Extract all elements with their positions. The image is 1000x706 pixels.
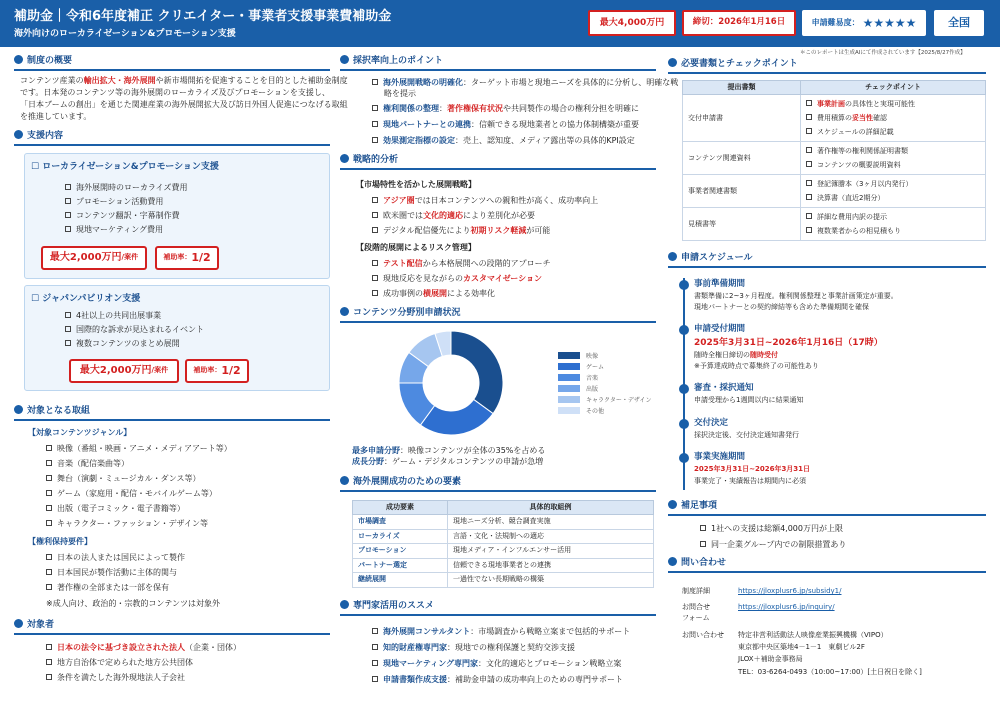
list-item: 著作権の全部または一部を保有: [46, 583, 169, 594]
list-item: 日本の法令に基づき設立された法人（企業・団体）: [46, 643, 241, 654]
docs-table: [682, 80, 986, 241]
list-item-cont: 略を提示: [384, 89, 416, 98]
factors-heading: 海外展開成功のための要素: [340, 476, 656, 492]
legend-label: 音楽: [586, 375, 599, 382]
list-item: 欧米圏では文化的適応により差別化が必要: [372, 211, 535, 222]
legend-swatch: [558, 352, 580, 359]
table-row: パートナー選定 信頼できる現地事業者との連携: [353, 558, 654, 572]
org-line: 東京都中央区築地4－1－1 東劇ビル2F: [738, 643, 865, 651]
form-link[interactable]: https://jloxplusr6.jp/inquiry/: [738, 603, 835, 611]
japan-pavilion-title: ☐ ジャパンパビリオン支援: [31, 294, 141, 304]
list-item: 成功事例の横展開による効率化: [372, 289, 495, 300]
plus-icon: [668, 500, 677, 509]
list-item: 知的財産権専門家：現地での権利保護と契約交渉支援: [372, 643, 575, 654]
pie-slice-0: [451, 331, 503, 414]
list-item: 権利関係の整理：著作権保有状況や共同製作の場合の権利分担を明確に: [372, 104, 639, 115]
deadline-badge: 締切：2026年1月16日: [682, 10, 796, 36]
step-text: 書類準備に2~3ヶ月程度。権利関係整理と事業計画策定が重要。: [694, 292, 898, 300]
legend-item: [558, 374, 598, 383]
phone-icon: [668, 557, 677, 566]
list-item: 出版（電子コミック・電子書籍等）: [46, 504, 185, 515]
step-text: 随時全権日締切の随時受付: [694, 351, 778, 359]
legend-label: ゲーム: [586, 364, 605, 371]
list-item: 複数コンテンツのまとめ展開: [65, 339, 180, 350]
page-title: 補助金｜令和6年度補正 クリエイター・事業者支援事業費補助金: [14, 9, 392, 24]
table-row: 事業者関連書類 登記簿謄本（3ヶ月以内発行） 決算書（直近2期分）: [683, 175, 986, 208]
factors-table: [352, 500, 654, 588]
difficulty-label: 申請難易度：: [811, 17, 860, 27]
table-row: 見積書等 詳細な費用内訳の提示 複数業者からの相見積もり: [683, 208, 986, 241]
step-period: 2025年3月31日~2026年1月16日（17時）: [694, 338, 883, 348]
rate-badge: 補助率： 1/2: [155, 246, 219, 270]
list-item: 海外展開コンサルタント：市場調査から戦略立案まで包括的サポート: [372, 627, 630, 638]
step-text: 申請受理から1週間以内に結果通知: [694, 396, 804, 404]
scope-badge: 全国: [934, 10, 984, 36]
legend-label: 映像: [586, 353, 599, 360]
difficulty-badge: [802, 10, 926, 36]
table-row: 市場調査 現地ニーズ分析、競合調査実施: [353, 515, 654, 529]
experts-heading: 専門家活用のススメ: [340, 600, 656, 616]
rate-badge: 補助率： 1/2: [185, 359, 249, 383]
targets-heading: 対象となる取組: [14, 405, 330, 421]
chart-icon: [340, 154, 349, 163]
strategy-sub-1: 【市場特性を活かした展開戦略】: [356, 180, 476, 189]
list-item: 同一企業グループ内での制限措置あり: [700, 540, 846, 551]
org-line: 特定非営利活動法人映像産業振興機構（VIPO）: [738, 631, 888, 639]
schedule-heading: 申請スケジュール: [668, 252, 986, 268]
rights-heading: 【権利保持要件】: [28, 537, 92, 546]
org-line: TEL：03-6264-0493（10:00~17:00）[土日祝日を除く]: [738, 668, 922, 676]
list-item: 現地反応を見ながらのカスタマイゼーション: [372, 274, 542, 285]
timeline-dot: [679, 280, 689, 290]
table-row: 交付申請書 事業計画の具体性と実現可能性 費用積算の妥当性確認 スケジュールの詳細記載: [683, 95, 986, 142]
step-text: 現地パートナーとの契約締結等も含めた準備期間を確保: [694, 303, 869, 311]
page-subtitle: 海外向けのローカライゼーション&プロモーション支援: [14, 29, 236, 39]
timeline-dot: [679, 384, 689, 394]
genre-heading: 【対象コンテンツジャンル】: [28, 428, 132, 437]
legend-item: [558, 407, 604, 416]
japan-pavilion-box: [24, 285, 330, 391]
legend-swatch: [558, 385, 580, 392]
pencil-icon: [340, 55, 349, 64]
step-title: 申請受付期間: [694, 324, 746, 334]
legend-label: その他: [586, 408, 605, 415]
detail-label: 制度詳細: [682, 587, 710, 595]
legend-swatch: [558, 396, 580, 403]
docs-heading: 必要書類とチェックポイント: [668, 58, 986, 74]
list-item: 国際的な訴求が見込まれるイベント: [65, 325, 204, 336]
handshake-icon: [14, 130, 23, 139]
list-item: 日本国民が製作活動に主体的関与: [46, 568, 177, 579]
step-title: 事業実施期間: [694, 452, 746, 462]
chart-summary-1: 最多申請分野：映像コンテンツが全体の35%を占める: [352, 446, 546, 455]
table-header-row: 提出書類 チェックポイント: [683, 81, 986, 95]
list-item: プロモーション活動費用: [65, 197, 163, 208]
org-label: お問い合わせ: [682, 631, 724, 639]
list-item: 条件を満たした海外現地法人子会社: [46, 673, 185, 684]
list-item: テスト配信から本格展開への段階的アプローチ: [372, 259, 551, 270]
legend-label: 出版: [586, 386, 599, 393]
list-item: 海外展開戦略の明確化：ターゲット市場と現地ニーズを具体的に分析し、明確な戦: [372, 78, 678, 89]
list-item: 1社への支援は総額4,000万円が上限: [700, 524, 843, 535]
list-item: 映像（番組・映画・アニメ・メディアアート等）: [46, 444, 232, 455]
eligible-heading: 対象者: [14, 619, 330, 635]
globe-icon: [340, 476, 349, 485]
legend-item: [558, 363, 604, 372]
overview-line-3: 「日本ブームの創出」を通じた関連産業の海外展開拡大及び訪日外国人促進につなげる取組: [20, 100, 348, 109]
list-item: ゲーム（家庭用・配信・モバイルゲーム等）: [46, 489, 217, 500]
list-item: 申請書類作成支援：補助金申請の成功率向上のための専門サポート: [372, 675, 623, 686]
chart-heading: コンテンツ分野別申請状況: [340, 307, 656, 323]
timeline-dot: [679, 419, 689, 429]
extra-heading: 補足事項: [668, 500, 986, 516]
overview-heading: 制度の概要: [14, 55, 330, 71]
expert-icon: [340, 600, 349, 609]
amount-badge: 最大2,000万円 /案件: [41, 246, 147, 270]
star-icon: ★★★★★: [862, 15, 917, 30]
list-item: コンテンツ翻訳・字幕制作費: [65, 211, 180, 222]
target-icon: [14, 405, 23, 414]
list-item: 4社以上の共同出展事業: [65, 311, 161, 322]
list-item: 海外展開時のローカライズ費用: [65, 183, 188, 194]
chart-summary-2: 成長分野：ゲーム・デジタルコンテンツの申請が急増: [352, 457, 544, 466]
list-item: 地方自治体で定められた地方公共団体: [46, 658, 193, 669]
list-item: デジタル配信優先により初期リスク軽減が可能: [372, 226, 550, 237]
table-row: 継続展開 一過性でない長期戦略の構築: [353, 573, 654, 587]
step-text: 採択決定後、交付決定通知書発行: [694, 431, 799, 439]
legend-item: [558, 352, 598, 361]
timeline-dot: [679, 453, 689, 463]
table-row: ローカライズ 言語・文化・法規制への適応: [353, 529, 654, 543]
step-title: 事前準備期間: [694, 279, 746, 289]
legend-swatch: [558, 374, 580, 381]
form-label: お問合せ: [682, 603, 710, 611]
document-icon: [668, 58, 677, 67]
donut-chart: [396, 328, 506, 438]
calendar-icon: [668, 252, 677, 261]
overview-line-2: です。日本発のコンテンツ等の海外展開のローカライズ及びプロモーションを支援し、: [20, 88, 330, 97]
step-text: 事業完了・実績報告は期間内に必須: [694, 477, 806, 485]
list-item: 音楽（配信楽曲等）: [46, 459, 129, 470]
legend-swatch: [558, 363, 580, 370]
overview-line-1: コンテンツ産業の輸出拡大・海外展開や新市場開拓を促進することを目的とした補助金制度: [20, 76, 348, 85]
legend-item: [558, 385, 598, 394]
table-header-row: 成功要素 具体的取組例: [353, 501, 654, 515]
contact-heading: 問い合わせ: [668, 557, 986, 573]
info-icon: [14, 55, 23, 64]
strategy-heading: 戦略的分析: [340, 154, 656, 170]
overview-line-4: を推進しています。: [20, 112, 92, 121]
list-item: 現地マーケティング費用: [65, 225, 163, 236]
legend-swatch: [558, 407, 580, 414]
rights-note: ※成人向け、政治的・宗教的コンテンツは対象外: [46, 599, 220, 608]
step-title: 審査・採択通知: [694, 383, 754, 393]
list-item: 現地マーケティング専門家：文化的適応とプロモーション戦略立案: [372, 659, 621, 670]
org-line: JLOX＋補助金事務局: [738, 655, 803, 663]
list-item: 効果測定指標の設定：売上、認知度、メディア露出等の具体的KPI設定: [372, 136, 635, 147]
max-amount-badge: 最大4,000万円: [588, 10, 676, 36]
people-icon: [14, 619, 23, 628]
ai-note: ＊このレポートは生成AIにて作成されています【2025/8/27作成】: [800, 50, 966, 56]
list-item: アジア圏では日本コンテンツへの親和性が高く、成功率向上: [372, 196, 598, 207]
table-row: コンテンツ関連資料 著作権等の権利関係証明書類 コンテンツの概要説明資料: [683, 142, 986, 175]
step-period: 2025年3月31日~2026年3月31日: [694, 465, 811, 473]
localization-support-box: [24, 153, 330, 279]
list-item: 日本の法人または国民によって製作: [46, 553, 185, 564]
localization-support-title: ☐ ローカライゼーション&プロモーション支援: [31, 162, 219, 172]
amount-badge: 最大2,000万円 /案件: [69, 359, 179, 383]
detail-link[interactable]: https://jloxplusr6.jp/subsidy1/: [738, 587, 842, 595]
list-item: 舞台（演劇・ミュージカル・ダンス等）: [46, 474, 201, 485]
pie-icon: [340, 307, 349, 316]
list-item: 現地パートナーとの連携：信頼できる現地業者との協力体制構築が重要: [372, 120, 639, 131]
step-title: 交付決定: [694, 418, 729, 428]
legend-item: [558, 396, 651, 405]
strategy-sub-2: 【段階的展開によるリスク管理】: [356, 243, 476, 252]
table-row: プロモーション 現地メディア・インフルエンサー活用: [353, 544, 654, 558]
list-item: キャラクター・ファッション・デザイン等: [46, 519, 208, 530]
form-label-2: フォーム: [682, 614, 710, 622]
step-text: ※予算達成時点で募集終了の可能性あり: [694, 362, 819, 370]
legend-label: キャラクター・デザイン: [586, 397, 652, 404]
timeline-dot: [679, 325, 689, 335]
points-heading: 採択率向上のポイント: [340, 55, 656, 71]
support-heading: 支援内容: [14, 130, 330, 146]
